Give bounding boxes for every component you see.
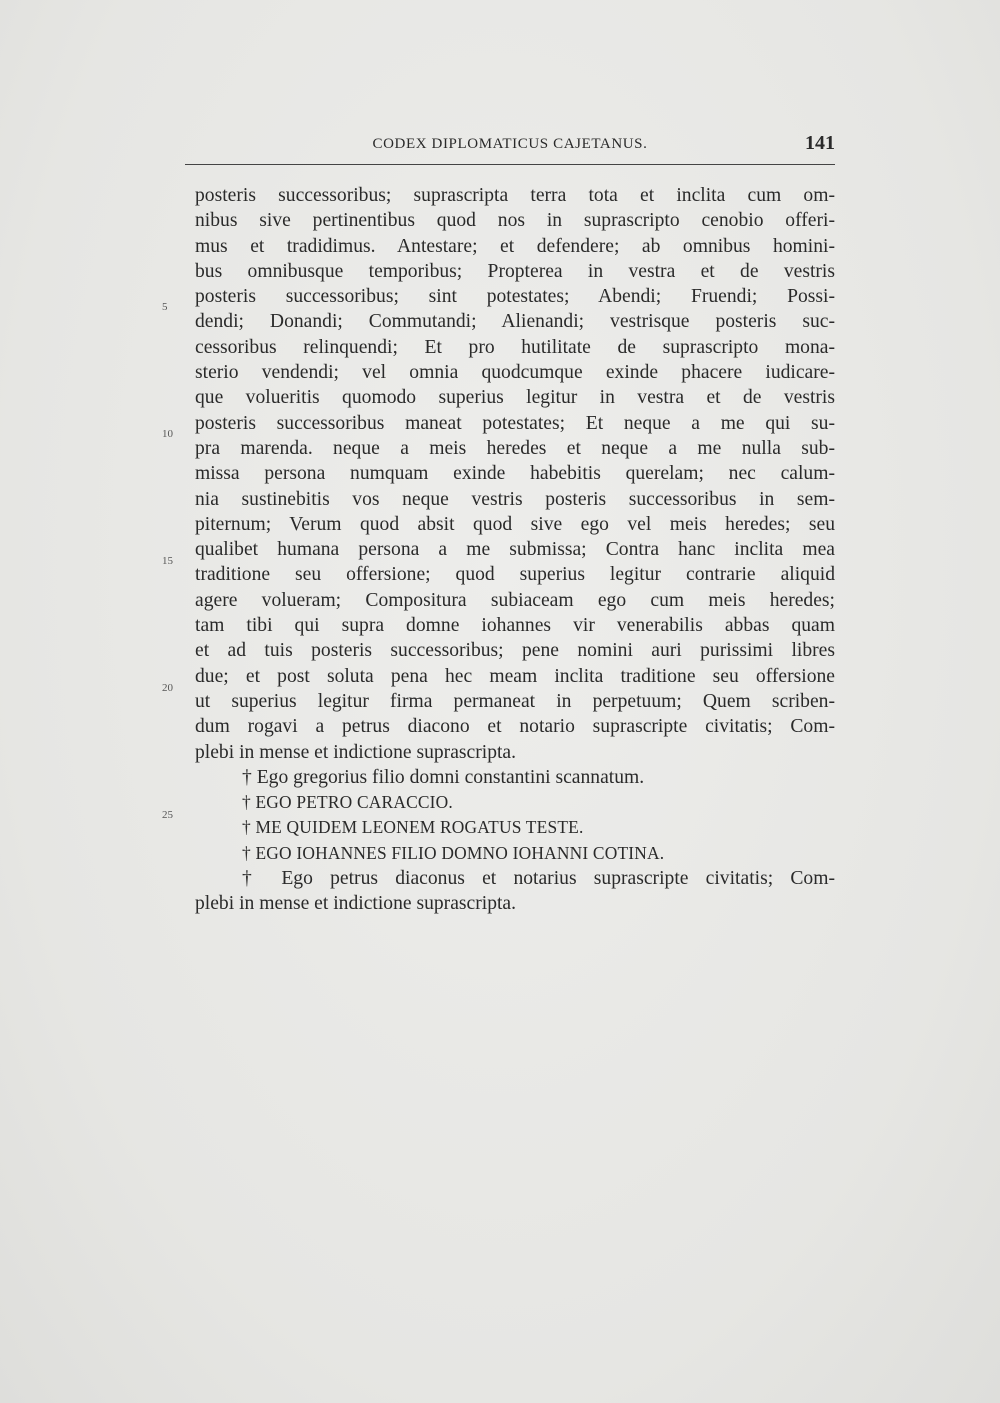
line-number-20: 20	[162, 682, 173, 694]
text-line: bus omnibusque temporibus; Propterea in vestra et de vestris	[195, 260, 835, 282]
text-line: ut superius legitur firma permaneat in perpetuum; Quem scriben-	[195, 690, 835, 712]
line-number-10: 10	[162, 428, 173, 440]
charter-text	[195, 183, 835, 917]
running-head	[185, 132, 835, 156]
text-line: que volueritis quomodo superius legitur in vestra et de vestris	[195, 387, 835, 409]
text-line: et ad tuis posteris successoribus; pene nomini auri purissimi libres	[195, 640, 835, 662]
closing-line: plebi in mense et indictione suprascripta.	[195, 893, 517, 915]
text-line: posteris successoribus; sint potestates; Abendi; Fruendi; Possi-	[195, 286, 835, 308]
signature-leonem: † ME QUIDEM LEONEM ROGATUS TESTE.	[242, 817, 584, 838]
line-number-5: 5	[162, 301, 168, 313]
text-line: sterio vendendi; vel omnia quodcumque exinde phacere iudicare-	[195, 362, 835, 384]
page-number: 141	[805, 132, 835, 154]
text-line: piternum; Verum quod absit quod sive ego vel meis heredes; seu	[195, 513, 835, 535]
text-line: qualibet humana persona a me submissa; Contra hanc inclita mea	[195, 539, 835, 561]
text-line: due; et post soluta pena hec meam inclita traditione seu offersione	[195, 665, 835, 687]
header-rule	[185, 164, 835, 165]
text-line: nia sustinebitis vos neque vestris posteris successoribus in sem-	[195, 488, 835, 510]
signature-petro-caraccio: † EGO PETRO CARACCIO.	[242, 792, 453, 813]
text-line: posteris successoribus; suprascripta terra tota et inclita cum om-	[195, 185, 835, 206]
text-line: agere volueram; Compositura subiaceam ego cum meis heredes;	[195, 589, 835, 611]
signature-iohannes-cotina: † EGO IOHANNES FILIO DOMNO IOHANNI COTINA.	[242, 842, 665, 863]
text-line: missa persona numquam exinde habebitis querelam; nec calum-	[195, 463, 835, 485]
text-line: traditione seu offersione; quod superius legitur contrarie aliquid	[195, 564, 835, 586]
text-line: pra marenda. neque a meis heredes et neque a me nulla sub-	[195, 437, 835, 459]
signature-gregorius: † Ego gregorius filio domni constantini scannatum.	[242, 766, 645, 788]
text-line: tam tibi qui supra domne iohannes vir venerabilis abbas quam	[195, 615, 835, 637]
signature-petrus-diaconus: † Ego petrus diaconus et notarius suprascripte civitatis; Com-	[242, 868, 835, 890]
text-line: dum rogavi a petrus diacono et notario suprascripte civitatis; Com-	[195, 716, 835, 738]
text-line: plebi in mense et indictione suprascripta.	[195, 741, 517, 763]
text-line: posteris successoribus maneat potestates; Et neque a me qui su-	[195, 412, 835, 434]
text-line: nibus sive pertinentibus quod nos in suprascripto cenobio offeri-	[195, 210, 835, 232]
line-number-15: 15	[162, 555, 173, 567]
line-number-25: 25	[162, 809, 173, 821]
running-title: CODEX DIPLOMATICUS CAJETANUS.	[372, 136, 648, 152]
text-line: cessoribus relinquendi; Et pro hutilitate de suprascripto mona-	[195, 336, 835, 358]
text-line: mus et tradidimus. Antestare; et defendere; ab omnibus homini-	[195, 235, 835, 257]
text-line: dendi; Donandi; Commutandi; Alienandi; vestrisque posteris suc-	[195, 311, 835, 333]
